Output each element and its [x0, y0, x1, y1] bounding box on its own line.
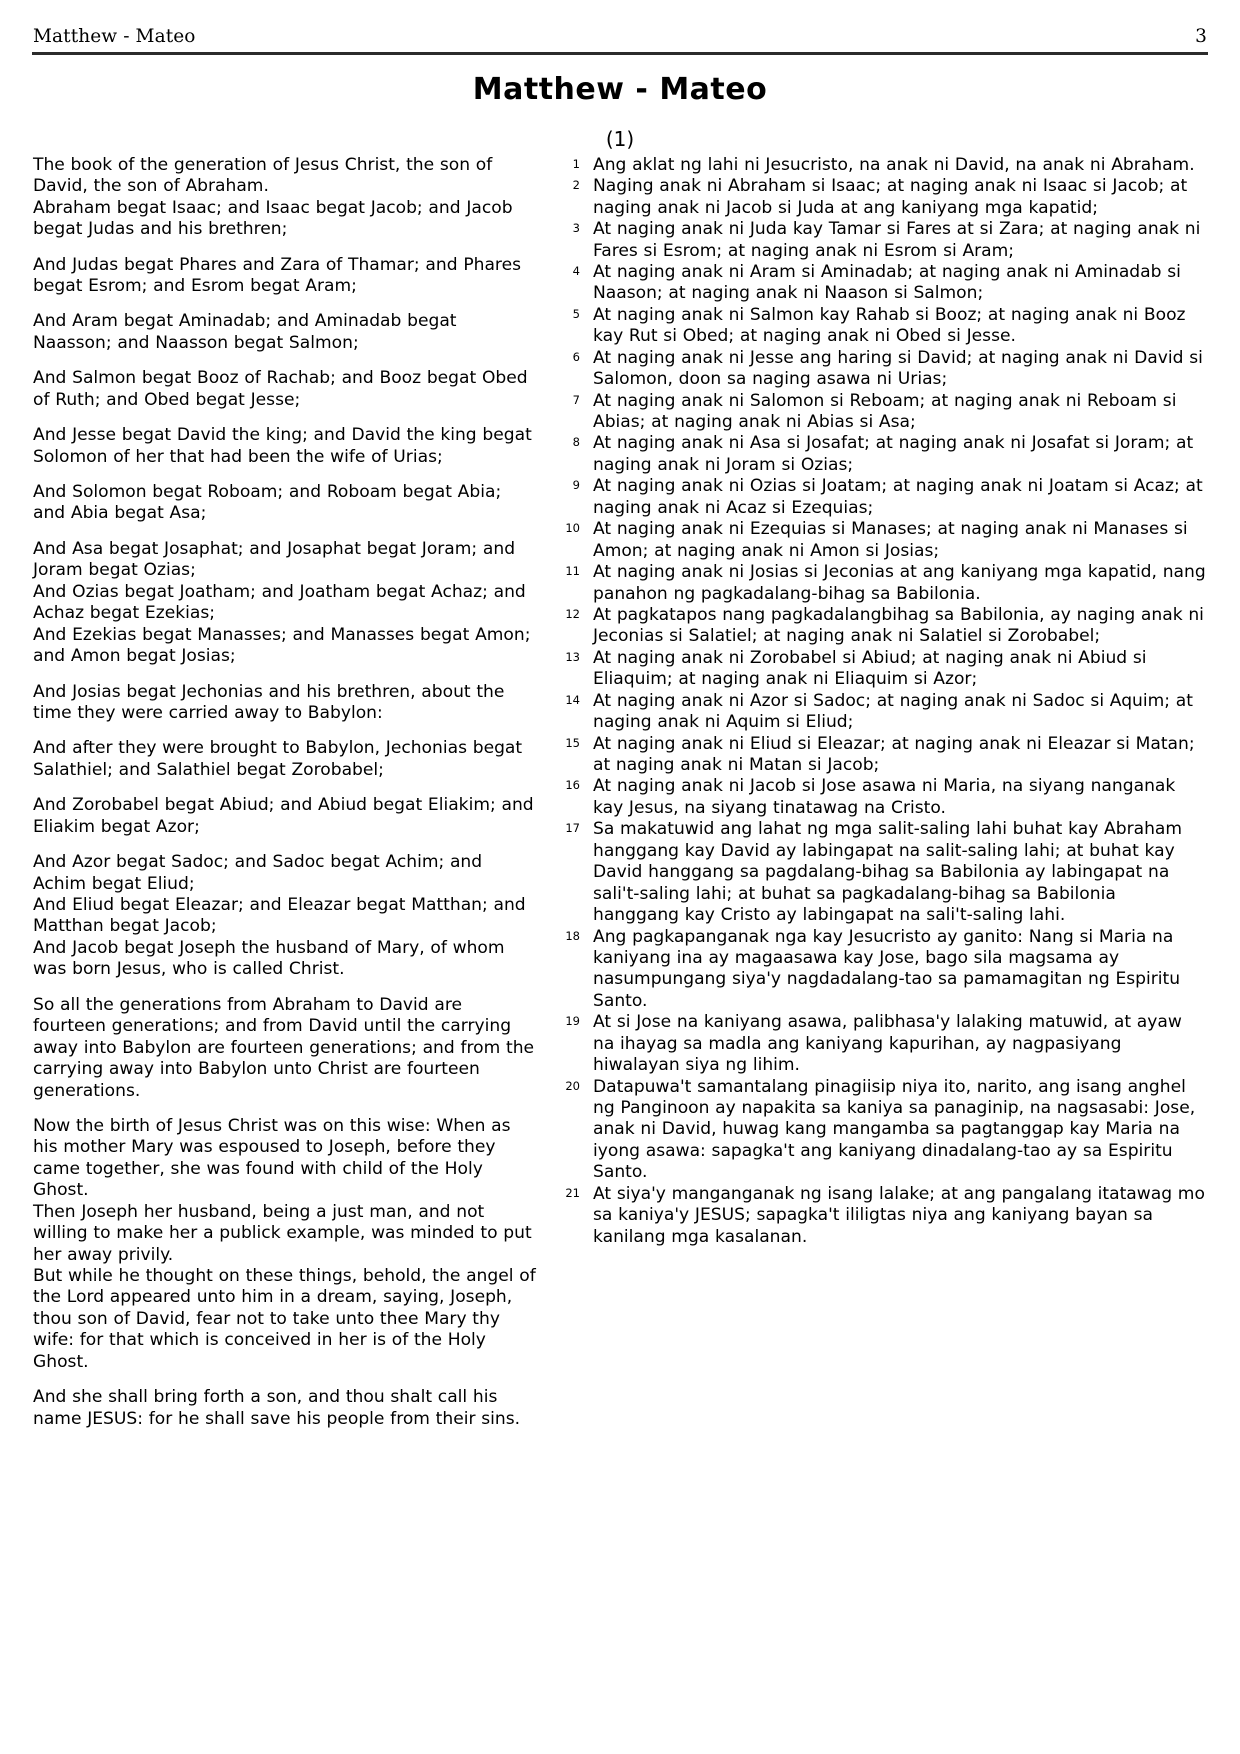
english-paragraph: Now the birth of Jesus Christ was on this wise: When as his mother Mary was espoused to Joseph, before they came together, she was found with child of the Holy Ghost.: [33, 1115, 511, 1201]
tagalog-verse-text: At naging anak ni Azor si Sadoc; at naging anak ni Sadoc si Aquim; at naging anak ni Aquim si Eliud;: [593, 690, 1193, 733]
english-paragraph: And she shall bring forth a son, and thou shalt call his name JESUS: for he shall save his people from their sins.: [33, 1387, 521, 1429]
tagalog-verse-row: [546, 433, 1206, 476]
tagalog-verse-text: At naging anak ni Aram si Aminadab; at naging anak ni Aminadab si Naason; at naging anak ni Naason si Salmon;: [593, 261, 1181, 304]
english-paragraph: And Salmon begat Booz of Rachab; and Booz begat Obed of Ruth; and Obed begat Jesse;: [33, 368, 528, 410]
english-paragraph: And Ozias begat Joatham; and Joatham begat Achaz; and Achaz begat Ezekias;: [33, 581, 526, 624]
tagalog-verse-row: [546, 348, 1206, 391]
verse-number: 21: [565, 1185, 580, 1200]
chapter-number: (1): [605, 126, 635, 151]
tagalog-verse-row: [546, 927, 1206, 1013]
english-paragraph: Then Joseph her husband, being a just man, and not willing to make her a publick example, was minded to put her away privily.: [33, 1201, 532, 1265]
english-paragraph: And Solomon begat Roboam; and Roboam begat Abia; and Abia begat Asa;: [33, 482, 502, 524]
tagalog-verse-text: At naging anak ni Josias si Jeconias at ang kaniyang mga kapatid, nang panahon ng pagkadalang-bihag sa Babilonia.: [593, 562, 1206, 604]
tagalog-verse-text: At naging anak ni Jacob si Jose asawa ni Maria, na siyang nanganak kay Jesus, na siyang tinatawag na Cristo.: [593, 776, 1176, 818]
english-paragraph: And Josias begat Jechonias and his brethren, about the time they were carried away to Babylon:: [33, 681, 505, 723]
verse-number: 15: [565, 735, 580, 750]
verse-number: 9: [572, 478, 580, 493]
tagalog-verse-text: Datapuwa't samantalang pinagiisip niya ito, narito, ang isang anghel ng Panginoon ay napakita sa kaniya sa panaginip, na nagsasabi: Jose, anak ni David, huwag kang mangamba sa pagtanggap kay Maria na iyong asawa: sapagka't ang kaniyang dinadalang-tao ay sa Espiritu Santo.: [593, 1076, 1196, 1183]
tagalog-verse-text: At naging anak ni Eliud si Eleazar; at naging anak ni Eleazar si Matan; at naging anak ni Matan si Jacob;: [593, 733, 1195, 776]
page-title: Matthew - Mateo: [472, 72, 768, 108]
tagalog-verse-row: [546, 391, 1206, 434]
english-paragraph: And Azor begat Sadoc; and Sadoc begat Achim; and Achim begat Eliud;: [33, 852, 483, 894]
verse-number: 7: [572, 392, 580, 407]
tagalog-verse-text: At naging anak ni Salmon kay Rahab si Booz; at naging anak ni Booz kay Rut si Obed; at naging anak ni Obed si Jesse.: [593, 304, 1186, 347]
tagalog-verse-row: [546, 819, 1206, 926]
verse-number: 4: [572, 263, 580, 278]
tagalog-verse-row: [546, 155, 1206, 176]
tagalog-verse-row: [546, 1184, 1206, 1248]
english-paragraph: And Asa begat Josaphat; and Josaphat begat Joram; and Joram begat Ozias;: [33, 538, 516, 581]
tagalog-verse-text: Sa makatuwid ang lahat ng mga salit-saling lahi buhat kay Abraham hanggang kay David ay labingapat na salit-saling lahi; at buhat kay David hanggang sa pagdalang-bihag sa Babilonia ay labingapat na sali't-saling lahi; at buhat sa pagkadalang-bihag sa Babilonia hanggang kay Cristo ay labingapat na sali't-saling lahi.: [593, 819, 1183, 926]
english-paragraph: And after they were brought to Babylon, Jechonias begat Salathiel; and Salathiel begat Zorobabel;: [33, 738, 523, 780]
verse-number: 20: [565, 1078, 580, 1093]
english-paragraph: Abraham begat Isaac; and Isaac begat Jacob; and Jacob begat Judas and his brethren;: [33, 197, 513, 240]
english-column: [30, 155, 538, 1430]
tagalog-verse-text: Ang pagkapanganak nga kay Jesucristo ay ganito: Nang si Maria na kaniyang ina ay magaasawa kay Jose, bago sila magsama ay nasumpungang siya'y nagdadalang-tao sa pamamagitan ng Espiritu Santo.: [593, 926, 1181, 1011]
tagalog-verse-text: At naging anak ni Salomon si Reboam; at naging anak ni Reboam si Abias; at naging anak ni Abias si Asa;: [593, 390, 1177, 433]
verse-number: 19: [565, 1014, 580, 1029]
tagalog-verse-row: [546, 219, 1206, 262]
tagalog-verse-row: [546, 305, 1206, 348]
tagalog-verse-text: At si Jose na kaniyang asawa, palibhasa'y lalaking matuwid, at ayaw na ihayag sa madla ang kaniyang kapurihan, ay nagpasiyang hiwalayan siya ng lihim.: [593, 1012, 1182, 1076]
tagalog-verse-row: [546, 476, 1206, 519]
tagalog-column: [546, 155, 1206, 1248]
verse-number: 11: [565, 564, 580, 579]
verse-number: 10: [565, 521, 580, 536]
running-header-page-number: 3: [1195, 26, 1207, 47]
verse-number: 6: [572, 349, 580, 364]
verse-number: 17: [565, 821, 580, 836]
english-paragraph: And Eliud begat Eleazar; and Eleazar begat Matthan; and Matthan begat Jacob;: [33, 895, 526, 937]
tagalog-verse-text: Ang aklat ng lahi ni Jesucristo, na anak ni David, na anak ni Abraham.: [593, 154, 1195, 175]
tagalog-verse-row: [546, 176, 1206, 219]
verse-number: 14: [565, 692, 580, 707]
parallel-columns: [30, 155, 1210, 1430]
english-paragraph: And Jesse begat David the king; and David the king begat Solomon of her that had been the wife of Urias;: [33, 425, 532, 467]
english-paragraph: And Judas begat Phares and Zara of Thamar; and Phares begat Esrom; and Esrom begat Aram;: [33, 254, 522, 296]
tagalog-verse-text: At siya'y manganganak ng isang lalake; at ang pangalang itatawag mo sa kaniya'y JESUS; sapagka't ililigtas niya ang kaniyang bayan sa kanilang mga kasalanan.: [593, 1183, 1205, 1247]
verse-number: 3: [572, 221, 580, 236]
english-paragraph: And Jacob begat Joseph the husband of Mary, of whom was born Jesus, who is called Christ.: [33, 937, 505, 980]
verse-number: 16: [565, 778, 580, 793]
tagalog-verse-text: At naging anak ni Juda kay Tamar si Fares at si Zara; at naging anak ni Fares si Esrom; at naging anak ni Esrom si Aram;: [593, 219, 1201, 261]
tagalog-verse-text: At naging anak ni Ezequias si Manases; at naging anak ni Manases si Amon; at naging anak ni Amon si Josias;: [593, 519, 1188, 561]
tagalog-verse-row: [546, 1012, 1206, 1076]
tagalog-verse-row: [546, 734, 1206, 777]
tagalog-verse-row: [546, 648, 1206, 691]
tagalog-verse-row: [546, 605, 1206, 648]
verse-number: 18: [565, 928, 580, 943]
tagalog-verse-text: Naging anak ni Abraham si Isaac; at naging anak ni Isaac si Jacob; at naging anak ni Jacob si Juda at ang kaniyang mga kapatid;: [593, 176, 1188, 218]
tagalog-verse-row: [546, 262, 1206, 305]
verse-number: 5: [572, 306, 580, 321]
english-paragraph: And Ezekias begat Manasses; and Manasses begat Amon; and Amon begat Josias;: [33, 624, 531, 667]
tagalog-verse-text: At naging anak ni Ozias si Joatam; at naging anak ni Joatam si Acaz; at naging anak ni Acaz si Ezequias;: [593, 476, 1203, 518]
english-paragraph: The book of the generation of Jesus Christ, the son of David, the son of Abraham.: [33, 154, 493, 197]
english-paragraph: So all the generations from Abraham to David are fourteen generations; and from David until the carrying away into Babylon are fourteen generations; and from the carrying away into Babylon unto Christ are fourteen generations.: [33, 994, 535, 1101]
verse-number: 8: [572, 435, 580, 450]
tagalog-verse-row: [546, 1077, 1206, 1184]
tagalog-verse-text: At naging anak ni Zorobabel si Abiud; at naging anak ni Abiud si Eliaquim; at naging anak ni Eliaquim si Azor;: [593, 647, 1147, 690]
tagalog-verse-text: At naging anak ni Asa si Josafat; at naging anak ni Josafat si Joram; at naging anak ni Joram si Ozias;: [593, 433, 1194, 475]
english-paragraph: And Aram begat Aminadab; and Aminadab begat Naasson; and Naasson begat Salmon;: [33, 311, 457, 353]
english-paragraph: But while he thought on these things, behold, the angel of the Lord appeared unto him in a dream, saying, Joseph, thou son of David, fear not to take unto thee Mary thy wife: for that which is conceived in her is of the Holy Ghost.: [33, 1266, 536, 1372]
running-header-title: Matthew - Mateo: [33, 26, 196, 47]
verse-number: 1: [572, 156, 580, 171]
tagalog-verse-text: At naging anak ni Jesse ang haring si David; at naging anak ni David si Salomon, doon sa naging asawa ni Urias;: [593, 347, 1203, 390]
tagalog-verse-text: At pagkatapos nang pagkadalangbihag sa Babilonia, ay naging anak ni Jeconias si Salatiel; at naging anak ni Salatiel si Zorobabel;: [593, 604, 1204, 647]
header-rule-divider: [32, 52, 1208, 55]
verse-number: 12: [565, 606, 580, 621]
tagalog-verse-row: [546, 691, 1206, 734]
english-paragraph: And Zorobabel begat Abiud; and Abiud begat Eliakim; and Eliakim begat Azor;: [33, 795, 534, 837]
verse-number: 13: [565, 649, 580, 664]
running-header: [30, 26, 1210, 52]
tagalog-verse-row: [546, 519, 1206, 562]
verse-number: 2: [572, 178, 580, 193]
tagalog-verse-row: [546, 776, 1206, 819]
tagalog-verse-row: [546, 562, 1206, 605]
